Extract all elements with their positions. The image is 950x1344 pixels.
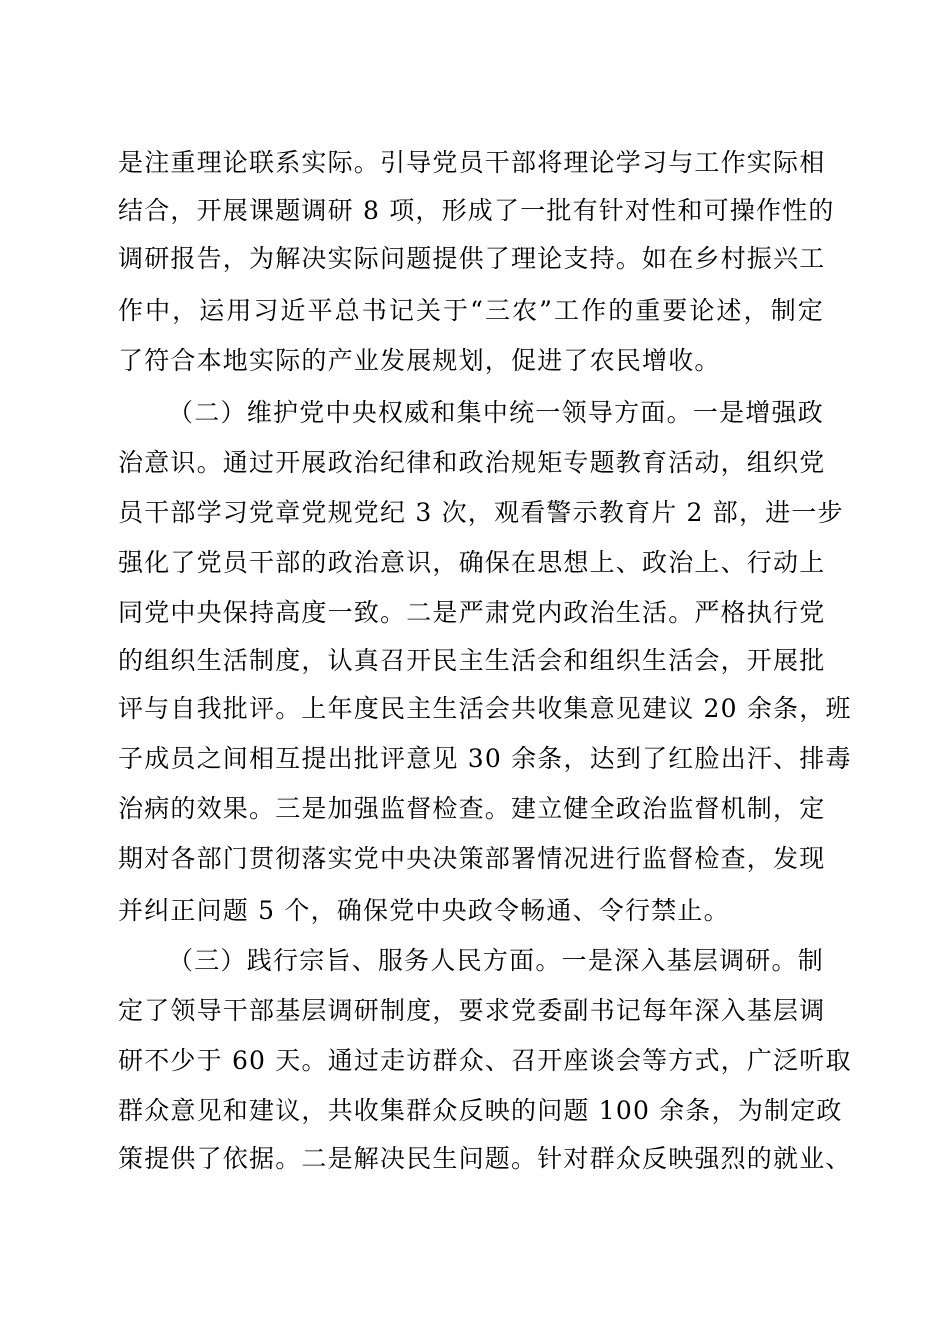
body-text-line: 员干部学习党章党规党纪 3 次，观看警示教育片 2 部，进一步	[118, 498, 844, 527]
section-heading-line: （三）践行宗旨、服务人民方面。一是深入基层调研。制	[168, 946, 824, 975]
body-text-line: 期对各部门贯彻落实党中央决策部署情况进行监督检查，发现	[118, 844, 826, 873]
body-text-line: 策提供了依据。二是解决民生问题。针对群众反映强烈的就业、	[118, 1144, 852, 1173]
body-text-line: 评与自我批评。上年度民主生活会共收集意见建议 20 余条，班	[118, 694, 852, 723]
body-text-line: 同党中央保持高度一致。二是严肃党内政治生活。严格执行党	[118, 598, 826, 627]
body-text-line: 群众意见和建议，共收集群众反映的问题 100 余条，为制定政	[118, 1096, 843, 1125]
body-text-line: 了符合本地实际的产业发展规划，促进了农民增收。	[118, 346, 721, 375]
body-text-line: 研不少于 60 天。通过走访群众、召开座谈会等方式，广泛听取	[118, 1046, 852, 1075]
body-text-line: 作中，运用习近平总书记关于“三农”工作的重要论述，制定	[118, 296, 824, 325]
body-text-line: 治病的效果。三是加强监督检查。建立健全政治监督机制，定	[118, 794, 826, 823]
body-text-line: 调研报告，为解决实际问题提供了理论支持。如在乡村振兴工	[118, 244, 826, 273]
body-text-line: 定了领导干部基层调研制度，要求党委副书记每年深入基层调	[118, 996, 826, 1025]
body-text-line: 强化了党员干部的政治意识，确保在思想上、政治上、行动上	[118, 548, 826, 577]
body-text-line: 并纠正问题 5 个，确保党中央政令畅通、令行禁止。	[118, 896, 730, 925]
body-text-line: 治意识。通过开展政治纪律和政治规矩专题教育活动，组织党	[118, 448, 826, 477]
section-heading-line: （二）维护党中央权威和集中统一领导方面。一是增强政	[168, 398, 824, 427]
body-text-line: 子成员之间相互提出批评意见 30 余条，达到了红脸出汗、排毒	[118, 744, 852, 773]
body-text-line: 是注重理论联系实际。引导党员干部将理论学习与工作实际相	[118, 148, 826, 177]
body-text-line: 的组织生活制度，认真召开民主生活会和组织生活会，开展批	[118, 646, 826, 675]
body-text-line: 结合，开展课题调研 8 项，形成了一批有针对性和可操作性的	[118, 196, 835, 225]
